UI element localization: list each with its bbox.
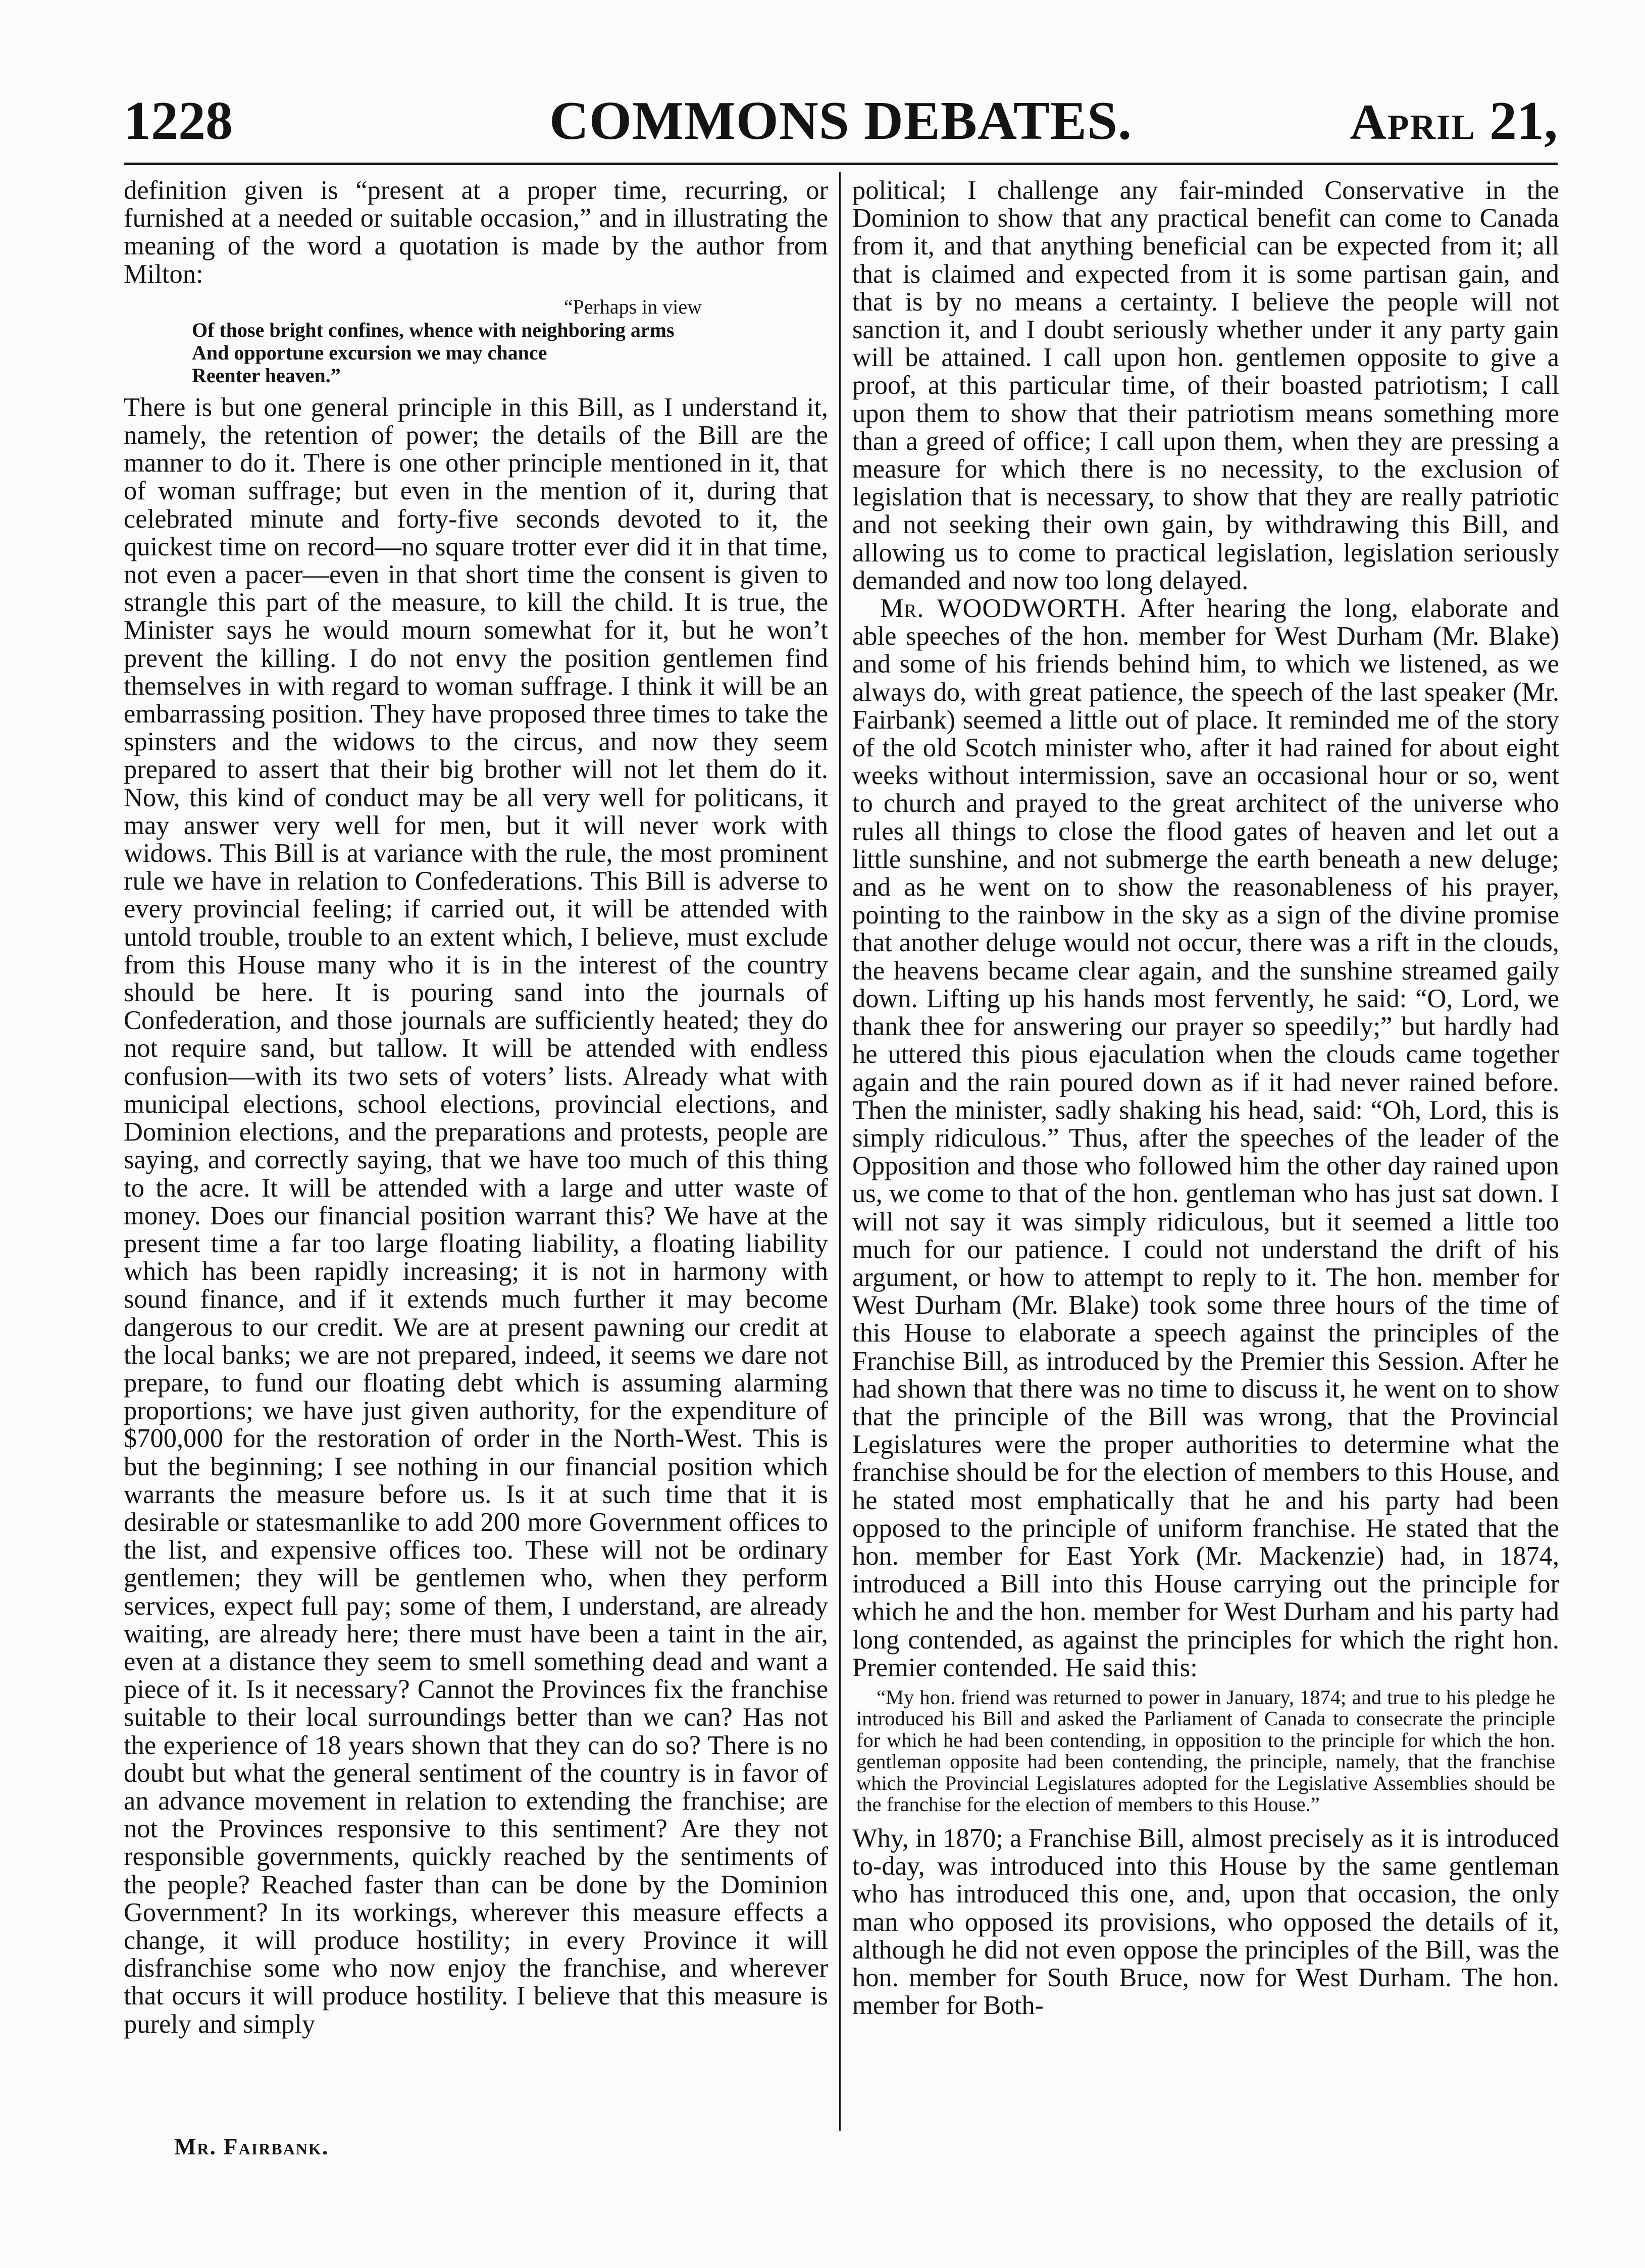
page-date: [1350, 90, 1558, 152]
speech-paragraph: [852, 595, 1559, 1682]
quote-intro: “Perhaps in view: [563, 295, 702, 318]
speaker-name: Mr. WOODWORTH.: [880, 594, 1127, 624]
date-day: 21,: [1489, 91, 1558, 151]
page-title: COMMONS DEBATES.: [549, 91, 1133, 151]
quote-line: And opportune excursion we may chance: [192, 341, 547, 364]
speech-text: After hearing the long, elaborate and able speeches of the hon. member for West Durham (Mr. Blake) and some of his friends behind him, to which we listened, as we always do, with great patience, the speech of the last speaker (Mr. Fairbank) seemed a little out of place. It reminded me of the story of the old Scotch minister who, after it had rained for about eight weeks without intermission, save an occasional hour or so, went to church and prayed to the great architect of the universe who rules all things to close the flood gates of heaven and let out a little sunshine, and not submerge the earth beneath a new deluge; and as he went on to show the reasonableness of his prayer, pointing to the rainbow in the sky as a sign of the divine promise that another deluge would not occur, there was a rift in the clouds, the heavens became clear again, and the sunshine streamed gaily down. Lifting up his hands most fervently, he said: “O, Lord, we thank thee for answering our prayer so speedily;” but hardly had he uttered this pious ejaculation when the clouds came together again and the rain poured down as if it had never rained before. Then the minister, sadly shaking his head, said: “Oh, Lord, this is simply ridiculous.” Thus, after the speeches of the leader of the Opposition and those who followed him the other day rained upon us, we come to that of the hon. gentleman who has just sat down. I will not say it was simply ridiculous, but it seemed a little too much for our patience. I could not understand the drift of his argument, or how to attempt to reply to it. The hon. member for West Durham (Mr. Blake) took some three hours of the time of this House to elaborate a speech against the principles of the Franchise Bill, as introduced by the Premier this Session. After he had shown that there was no time to discuss it, he went on to show that the principle of the Bill was wrong, that the Provincial Legislatures were the proper authorities to determine what the franchise should be for the election of members to this House, and he stated most emphatically that he and his party had been opposed to the principle of uniform franchise. He stated that the hon. member for East York (Mr. Mackenzie) had, in 1874, introduced a Bill into this House carrying out the principle for which he and the hon. member for West Durham and his party had long contended, as against the principles for which the right hon. Premier contended. He said this:: [852, 594, 1559, 1682]
paragraph: Why, in 1870; a Franchise Bill, almost precisely as it is introduced to-day, was introduced into this House by the same gentleman who has introduced this one, and, upon that occasion, the only man who opposed its provisions, who opposed the details of it, although he did not even oppose the principles of the Bill, was the hon. member for South Bruce, now for West Durham. The hon. member for Both-: [852, 1823, 1559, 2021]
page-number: 1228: [124, 91, 233, 151]
milton-quote: [192, 319, 828, 387]
paragraph: There is but one general principle in this Bill, as I understand it, namely, the retention of power; the details of the Bill are the manner to do it. There is one other principle mentioned in it, that of woman suffrage; but even in the mention of it, during that celebrated minute and forty-five seconds devoted to it, the quickest time on record—no square trotter ever did it in that time, not even a pacer—even in that short time the consent is given to strangle this part of the measure, to kill the child. It is true, the Minister says he would mourn somewhat for it, but he won’t prevent the killing. I do not envy the position gentlemen find themselves in with regard to woman suffrage. I think it will be an embarrassing position. They have proposed three times to take the spinsters and the widows to the circus, and now they seem prepared to assert that their big brother will not let them do it. Now, this kind of conduct may be all very well for politicans, it may answer very well for men, but it will never work with widows. This Bill is at variance with the rule, the most prominent rule we have in relation to Confederations. This Bill is adverse to every provincial feeling; if carried out, it will be attended with untold trouble, trouble to an extent which, I believe, must exclude from this House many who it is in the interest of the country should be here. It is pouring sand into the journals of Confederation, and those journals are sufficiently heated; they do not require sand, but tallow. It will be attended with endless confusion—with its two sets of voters’ lists. Already what with municipal elections, school elections, provincial elections, and Dominion elections, and the preparations and protests, people are saying, and correctly saying, that we have too much of this thing to the acre. It will be attended with a large and utter waste of money. Does our financial position warrant this? We have at the present time a far too large floating liability, a floating liability which has been rapidly increasing; it is not in harmony with sound finance, and if it extends much further it may become dangerous to our credit. We are at present pawning our credit at the local banks; we are not prepared, indeed, it seems we dare not prepare, to fund our floating debt which is assuming alarming proportions; we have just given authority, for the expenditure of $700,000 for the restoration of order in the North-West. This is but the beginning; I see nothing in our financial position which warrants the measure before us. Is it at such time that it is desirable or statesmanlike to add 200 more Government offices to the list, and expensive offices too. These will not be ordinary gentlemen; they will be gentlemen who, when they perform services, expect full pay; some of them, I understand, are already waiting, are already here; there must have been a taint in the air, even at a distance they seem to smell something dead and want a piece of it. Is it necessary? Cannot the Provinces fix the franchise suitable to their local surroundings better than we can? Has not the experience of 18 years shown that they can do so? There is no doubt but what the general sentiment of the country is in favor of an advance movement in relation to extending the franchise; are not the Provinces responsive to this sentiment? Are they not responsible governments, quickly reached by the sentiments of the people? Reached faster than can be done by the Dominion Government? In its workings, wherever this measure effects a change, it will produce hostility; in every Province it will disfranchise some who now enjoy the franchise, and wherever that occurs it will produce hostility. I believe that this measure is purely and simply: [124, 392, 828, 2039]
paragraph: definition given is “present at a proper time, recurring, or furnished at a needed or suitable occasion,” and in illustrating the meaning of the word a quotation is made by the author from Milton:: [124, 176, 828, 289]
quote-line: Reenter heaven.”: [192, 364, 341, 387]
left-column: [124, 177, 828, 2038]
block-quote: “My hon. friend was returned to power in January, 1874; and true to his pledge he introduced his Bill and asked the Parliament of Canada to consecrate the principle for which he had been contending, in opposition to the principle for which the hon. gentleman opposite had been contending, the principle, namely, that the franchise which the Provincial Legislatures adopted for the Legislative Assemblies should be the franchise for the election of members to this House.”: [856, 1685, 1555, 1816]
footer-speaker: Mr. Fairbank.: [174, 2134, 329, 2159]
paragraph: political; I challenge any fair-minded Conservative in the Dominion to show that any practical benefit can come to Canada from it, and that anything beneficial can be expected from it; all that is claimed and expected from it is some partisan gain, and that is by no means a certainty. I believe the people will not sanction it, and I doubt seriously whether under it any party gain will be attained. I call upon hon. gentlemen opposite to give a proof, at this particular time, of their boasted patriotism; I call upon them to show that their patriotism means something more than a greed of office; I call upon them, when they are pressing a measure for which there is no necessity, to the exclusion of legislation that is necessary, to show that they are really patriotic and not seeking their own gain, by withdrawing this Bill, and allowing us to come to practical legislation, legislation seriously demanded and now too long delayed.: [852, 176, 1559, 595]
header-rule: [124, 163, 1558, 165]
right-column: [852, 177, 1559, 2020]
page-header: [124, 90, 1558, 161]
quote-line: Of those bright confines, whence with neighboring arms: [192, 318, 675, 341]
column-divider: [839, 172, 841, 2131]
date-month: April: [1350, 94, 1476, 150]
